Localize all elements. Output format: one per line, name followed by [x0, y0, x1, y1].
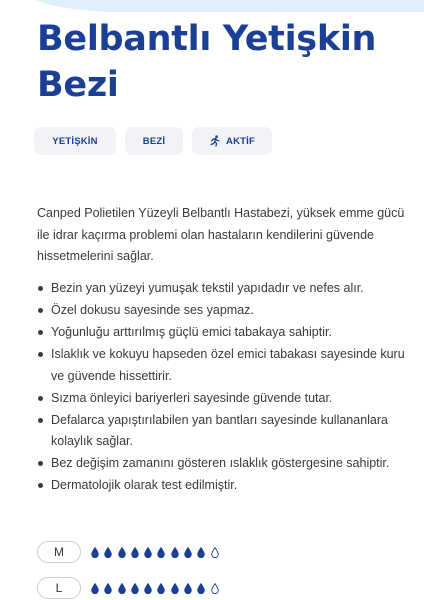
drop-filled-icon [91, 583, 99, 594]
drop-filled-icon [197, 547, 205, 558]
drop-filled-icon [157, 583, 165, 594]
feature-list [37, 278, 417, 497]
list-item: Bez değişim zamanını gösteren ıslaklık göstergesine sahiptir. [37, 453, 417, 475]
list-item: Bezin yan yüzeyi yumuşak tekstil yapıdadır ve nefes alır. [37, 278, 417, 300]
list-item: Dermatolojik olarak test edilmiştir. [37, 475, 417, 497]
drop-filled-icon [144, 547, 152, 558]
drop-empty-icon [211, 547, 219, 558]
size-row-m [37, 540, 224, 564]
drop-filled-icon [184, 547, 192, 558]
list-item: Sızma önleyici bariyerleri sayesinde güvende tutar. [37, 388, 417, 410]
product-title [37, 16, 417, 108]
drop-filled-icon [171, 583, 179, 594]
product-title-line1: Belbantlı Yetişkin [37, 19, 377, 59]
tag-label: YETİŞKİN [52, 135, 98, 147]
absorbency-drops [91, 583, 224, 594]
size-row-l [37, 576, 224, 600]
list-item: Defalarca yapıştırılabilen yan bantları sayesinde kullananlara kolaylık sağlar. [37, 410, 417, 453]
drop-filled-icon [171, 547, 179, 558]
list-item: Özel dokusu sayesinde ses yapmaz. [37, 300, 417, 322]
size-badge-l: L [37, 577, 81, 599]
drop-filled-icon [118, 583, 126, 594]
absorbency-drops [91, 547, 224, 558]
tag-label: BEZİ [142, 135, 166, 147]
drop-filled-icon [118, 547, 126, 558]
drop-filled-icon [91, 547, 99, 558]
list-item: Islaklık ve kokuyu hapseden özel emici tabakası sayesinde kuru ve güvende hissettirir. [37, 344, 417, 387]
drop-filled-icon [157, 547, 165, 558]
tag-label: AKTİF [226, 135, 255, 147]
tag-aktif[interactable] [192, 127, 272, 155]
drop-filled-icon [104, 583, 112, 594]
drop-empty-icon [211, 583, 219, 594]
drop-filled-icon [197, 583, 205, 594]
tag-bezi[interactable] [125, 127, 183, 155]
top-decorative-arc [0, 0, 424, 16]
tag-yetiskin[interactable] [34, 127, 116, 155]
running-person-icon [209, 135, 221, 147]
drop-filled-icon [131, 583, 139, 594]
drop-filled-icon [144, 583, 152, 594]
drop-filled-icon [131, 547, 139, 558]
drop-filled-icon [184, 583, 192, 594]
product-title-line2: Bezi [37, 65, 119, 105]
product-description: Canped Polietilen Yüzeyli Belbantlı Hastabezi, yüksek emme gücü ile idrar kaçırma problemi olan hastaların kendilerini güvende hissetmelerini sağlar. [37, 206, 405, 263]
size-badge-m: M [37, 541, 81, 563]
list-item: Yoğunluğu arttırılmış güçlü emici tabakaya sahiptir. [37, 322, 417, 344]
drop-filled-icon [104, 547, 112, 558]
